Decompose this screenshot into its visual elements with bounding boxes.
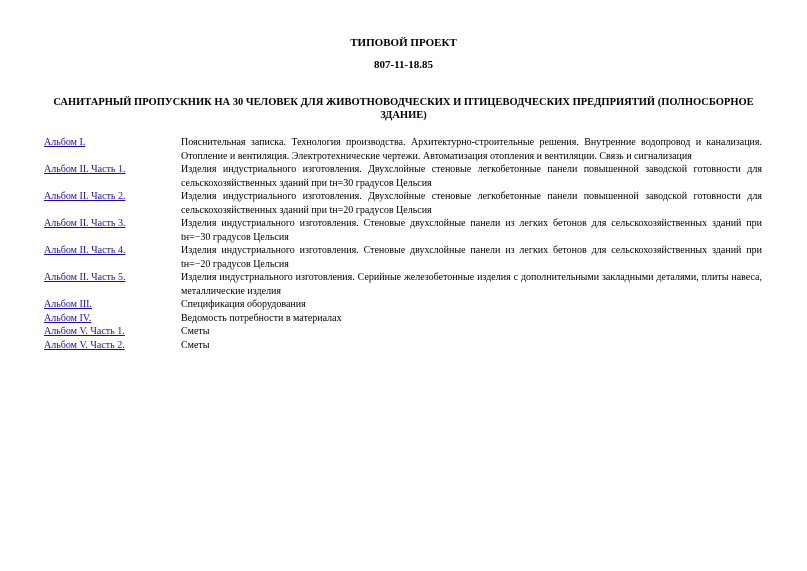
album-link[interactable]: Альбом V. Часть 1. <box>44 326 125 337</box>
album-description: Пояснительная записка. Технология производства. Архитектурно-строительные решения. Внутренние водопровод и канализация. Отопление и вентиляция. Электротехнические чертежи. Автоматизация отопления и вентиляции. Связь и сигнализация <box>181 137 762 162</box>
table-row <box>44 163 762 190</box>
album-link[interactable]: Альбом III. <box>44 299 92 310</box>
document-title: ТИПОВОЙ ПРОЕКТ <box>350 37 457 49</box>
table-row <box>44 136 762 163</box>
album-description: Сметы <box>181 326 210 337</box>
album-link[interactable]: Альбом V. Часть 2. <box>44 339 125 351</box>
project-code: 807-11-18.85 <box>374 59 433 71</box>
table-row <box>44 271 762 298</box>
table-row <box>44 190 762 217</box>
project-subject: САНИТАРНЫЙ ПРОПУСКНИК НА 30 ЧЕЛОВЕК ДЛЯ ЖИВОТНОВОДЧЕСКИХ И ПТИЦЕВОДЧЕСКИХ ПРЕДПРИЯТИЙ (ПОЛНОСБОРНОЕ ЗДАНИЕ) <box>53 97 754 121</box>
albums-table <box>44 136 762 352</box>
table-row <box>44 217 762 244</box>
album-description: Изделия индустриального изготовления. Стеновые двухслойные панели из легких бетонов для сельскохозяйственных зданий при tн=−20 градусов Цельсия <box>181 245 762 270</box>
album-description: Изделия индустриального изготовления. Двухслойные стеновые легкобетонные панели повышенной заводской готовности для сельскохозяйственных зданий при tн=20 градусов Цельсия <box>181 191 762 216</box>
albums-list <box>44 136 762 352</box>
table-row <box>44 339 762 353</box>
album-link[interactable]: Альбом II. Часть 2. <box>44 191 126 202</box>
album-link[interactable]: Альбом II. Часть 1. <box>44 164 126 175</box>
album-description: Изделия индустриального изготовления. Стеновые двухслойные панели из легких бетонов для сельскохозяйственных зданий при tн=−30 градусов Цельсия <box>181 218 762 243</box>
album-description: Ведомость потребности в материалах <box>181 312 342 324</box>
album-link[interactable]: Альбом II. Часть 3. <box>44 218 126 229</box>
table-row <box>44 244 762 271</box>
album-link[interactable]: Альбом II. Часть 5. <box>44 272 126 283</box>
album-link[interactable]: Альбом IV. <box>44 312 92 324</box>
album-link[interactable]: Альбом I. <box>44 137 86 148</box>
album-description: Изделия индустриального изготовления. Двухслойные стеновые легкобетонные панели повышенной заводской готовности для сельскохозяйственных зданий при tн=30 градусов Цельсия <box>181 164 762 189</box>
table-row <box>44 325 762 339</box>
table-row <box>44 298 762 312</box>
table-row <box>44 312 762 326</box>
album-description: Спецификация оборудования <box>181 299 306 310</box>
album-description: Изделия индустриального изготовления. Серийные железобетонные изделия с дополнительными закладными деталями, плиты навеса, металлические изделия <box>181 272 762 297</box>
album-link[interactable]: Альбом II. Часть 4. <box>44 245 126 256</box>
album-description: Сметы <box>181 339 210 351</box>
